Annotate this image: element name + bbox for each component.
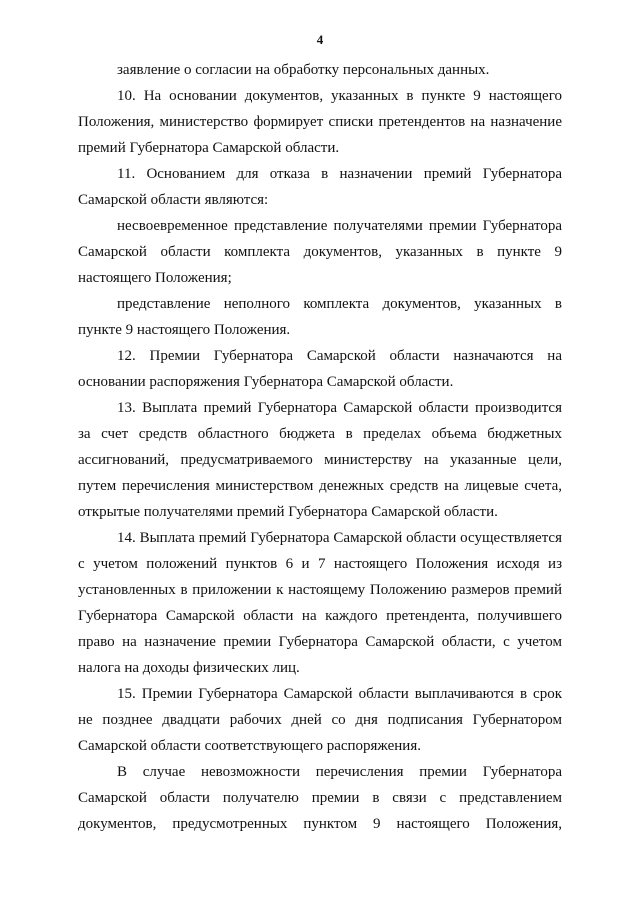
text-line: Губернатора Самарской области на каждого претендента, получившего xyxy=(78,608,562,624)
text-line: путем перечисления министерством денежных средств на лицевые счета, xyxy=(78,478,562,494)
text-line: пункте 9 настоящего Положения. xyxy=(78,322,291,338)
text-line: 11. Основанием для отказа в назначении премий Губернатора xyxy=(117,166,562,182)
text-line: В случае невозможности перечисления премии Губернатора xyxy=(117,764,562,780)
text-line: Самарской области соответствующего распоряжения. xyxy=(78,738,421,754)
text-line: представление неполного комплекта документов, указанных в xyxy=(117,296,562,312)
text-line: налога на доходы физических лиц. xyxy=(78,660,300,676)
text-line: документов, предусмотренных пунктом 9 настоящего Положения, xyxy=(78,816,562,832)
text-line: 14. Выплата премий Губернатора Самарской области осуществляется xyxy=(117,530,562,546)
text-line: ассигнований, предусматриваемого министерству на указанные цели, xyxy=(78,452,562,468)
text-line: за счет средств областного бюджета в пределах объема бюджетных xyxy=(78,426,562,442)
text-line: 13. Выплата премий Губернатора Самарской области производится xyxy=(117,400,562,416)
text-line: 12. Премии Губернатора Самарской области назначаются на xyxy=(117,348,562,364)
page-number: 4 xyxy=(316,32,324,47)
text-line: Самарской области являются: xyxy=(78,192,269,208)
text-line: несвоевременное представление получателями премии Губернатора xyxy=(117,218,562,234)
text-line: Положения, министерство формирует списки претендентов на назначение xyxy=(78,114,562,130)
text-line: премий Губернатора Самарской области. xyxy=(78,140,340,156)
text-line: заявление о согласии на обработку персональных данных. xyxy=(117,62,490,78)
text-line: не позднее двадцати рабочих дней со дня подписания Губернатором xyxy=(78,712,562,728)
text-line: установленных в приложении к настоящему Положению размеров премий xyxy=(78,582,562,598)
text-line: Самарской области комплекта документов, указанных в пункте 9 xyxy=(78,244,562,260)
text-line: 10. На основании документов, указанных в пункте 9 настоящего xyxy=(117,88,562,104)
text-line: с учетом положений пунктов 6 и 7 настоящего Положения исходя из xyxy=(78,556,562,572)
text-line: настоящего Положения; xyxy=(78,270,232,286)
text-line: 15. Премии Губернатора Самарской области выплачиваются в срок xyxy=(117,686,562,702)
text-line: основании распоряжения Губернатора Самарской области. xyxy=(78,374,454,390)
text-line: Самарской области получателю премии в связи с представлением xyxy=(78,790,562,806)
text-line: открытые получателями премий Губернатора Самарской области. xyxy=(78,504,498,520)
text-line: право на назначение премии Губернатора Самарской области, с учетом xyxy=(78,634,562,650)
